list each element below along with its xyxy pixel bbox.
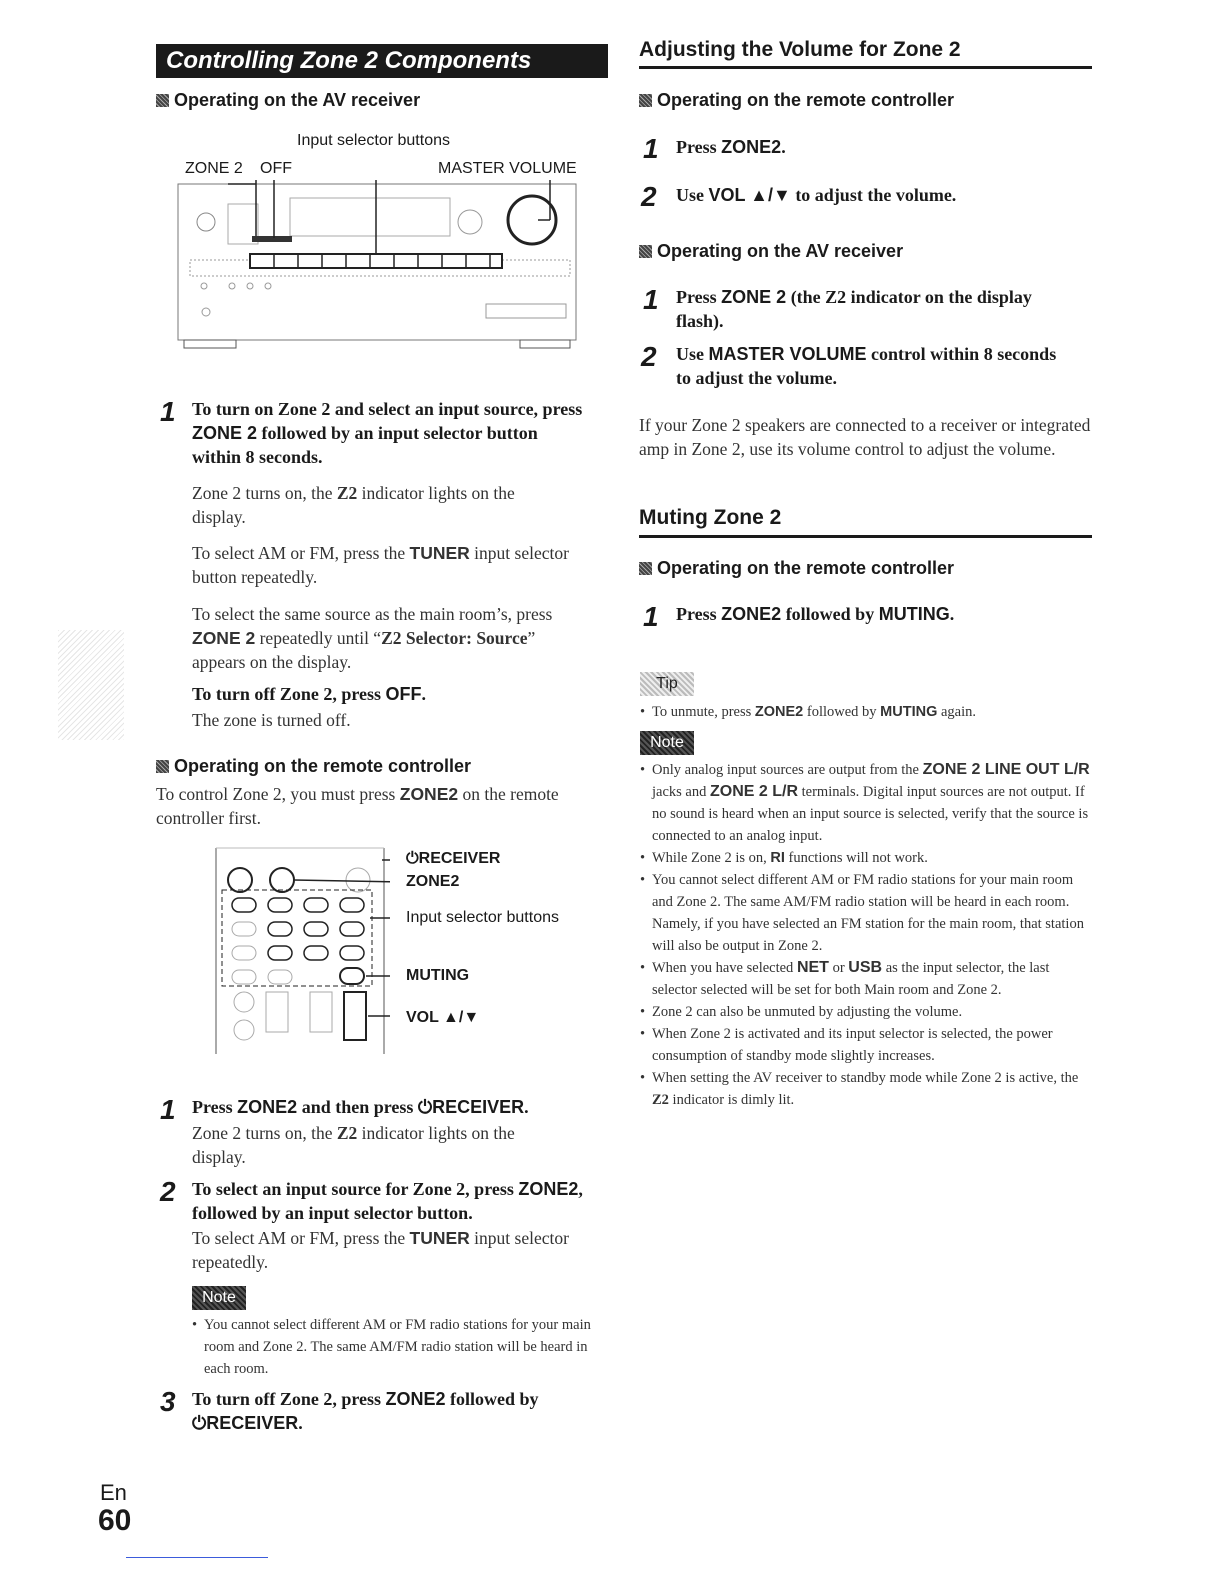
- ms1-b: followed by: [781, 604, 879, 624]
- as2-a: Use: [676, 344, 709, 364]
- step1-line-a: To turn on Zone 2 and select an input source, press: [192, 399, 583, 419]
- muting-key: MUTING: [880, 704, 938, 720]
- step-text: [192, 1095, 529, 1119]
- step-number: 3: [160, 1386, 176, 1417]
- step-number: 2: [641, 181, 657, 212]
- scan-artifact: [58, 630, 124, 740]
- rs2-desc-c: repeatedly.: [192, 1252, 269, 1272]
- n1-a: Only analog input sources are output from the: [652, 762, 923, 778]
- ms1-c: .: [949, 604, 955, 624]
- page-language: En: [100, 1480, 127, 1505]
- step-number: 2: [160, 1176, 176, 1207]
- rp-c: controller first.: [156, 808, 261, 828]
- step-number: 2: [641, 341, 657, 372]
- av-receiver-heading: [639, 241, 903, 262]
- p2-b: input selector: [469, 543, 569, 563]
- tuner-key: TUNER: [409, 543, 470, 563]
- as1-a: Press: [676, 287, 722, 307]
- note-item: • You cannot select different AM or FM radio stations for your main room and Zone 2. The same AM/FM radio station will be heard in each room.: [192, 1314, 602, 1380]
- step-text: [192, 397, 612, 469]
- rp-b: on the remote: [458, 784, 559, 804]
- rs1-desc-d: display.: [192, 1147, 246, 1167]
- z2-indicator: Z2: [336, 1123, 358, 1143]
- note-item: [640, 1067, 1094, 1111]
- rs2-b: ,: [578, 1179, 583, 1199]
- step-number: 1: [643, 601, 659, 632]
- figure-callout-off: OFF: [260, 160, 292, 177]
- note-item: [640, 957, 1094, 1001]
- footer-rule: [126, 1557, 268, 1558]
- step-text: [676, 135, 786, 159]
- step-text: [192, 1177, 622, 1225]
- tuner-key: TUNER: [409, 1228, 470, 1248]
- rs1-b: and then press: [297, 1097, 418, 1117]
- n1-c: terminals. Digital input sources are not output. If no sound is heard when an input source is selected, verify that the source is connected to an analog input.: [652, 784, 1089, 844]
- n1-b: jacks and: [652, 784, 710, 800]
- zone2-key: ZONE 2: [192, 628, 256, 648]
- n4-b: or: [828, 960, 849, 976]
- rp-a: To control Zone 2, you must press: [156, 784, 400, 804]
- ms1-a: Press: [676, 604, 722, 624]
- n2-a: While Zone 2 is on,: [652, 850, 771, 866]
- zone2-lr-key: ZONE 2 L/R: [709, 783, 798, 800]
- rs2-desc-b: input selector: [469, 1228, 569, 1248]
- rs3-b: followed by: [445, 1389, 539, 1409]
- remote-callout-muting: MUTING: [406, 967, 470, 984]
- p3-b: repeatedly until “: [255, 628, 382, 648]
- rs1-a: Press: [192, 1097, 238, 1117]
- zone2-line-out-key: ZONE 2 LINE OUT L/R: [922, 761, 1090, 778]
- as2-b: control within 8 seconds: [866, 344, 1057, 364]
- square-bullet-icon: [639, 94, 652, 107]
- p1-c: indicator lights on the: [357, 483, 515, 503]
- step-text: [192, 1387, 539, 1435]
- z2-selector-source: Z2 Selector: Source: [381, 628, 528, 648]
- note-badge: Note: [192, 1286, 246, 1310]
- square-bullet-icon: [156, 760, 169, 773]
- zone2-key: ZONE2: [518, 1179, 579, 1199]
- p2-c: button repeatedly.: [192, 567, 318, 587]
- vs2-a: Use: [676, 185, 709, 205]
- av-receiver-front-panel-illustration: [170, 180, 590, 360]
- step-number: 1: [160, 1094, 176, 1125]
- page-number: 60: [98, 1504, 132, 1537]
- usb-key: USB: [848, 959, 883, 976]
- turn-off-instruction: [192, 682, 426, 706]
- p2-a: To select AM or FM, press the: [192, 543, 410, 563]
- step1-line-b: followed by an input selector button: [257, 423, 538, 443]
- remote-callout-input-selector: Input selector buttons: [406, 909, 559, 926]
- tip-list: [640, 701, 1092, 723]
- note-item: [640, 759, 1094, 847]
- av-receiver-heading: [156, 90, 420, 111]
- zone2-key: ZONE2: [754, 704, 804, 720]
- note-item: • You cannot select different AM or FM radio stations for your main room and Zone 2. The same AM/FM radio station will be heard in each room. Namely, if you have selected an FM station for the main room, that station will also be output in Zone 2.: [640, 869, 1094, 957]
- rs1-c: .: [524, 1097, 529, 1117]
- p3-a: To select the same source as the main room’s, press: [192, 604, 553, 624]
- note-item: [640, 847, 1094, 869]
- zone2-key: ZONE2: [385, 1389, 446, 1409]
- step-text: [676, 285, 1096, 333]
- net-key: NET: [796, 959, 829, 976]
- paragraph: If your Zone 2 speakers are connected to a receiver or integrated amp in Zone 2, use its volume control to adjust the volume.: [639, 415, 1091, 459]
- tip-item: [640, 701, 1092, 723]
- receiver-key: ⏻RECEIVER: [192, 1413, 299, 1433]
- step-text: [676, 342, 1096, 390]
- n4-c: as the input selector, the last selector selected will be set for both Main room and Zone 2.: [652, 960, 1050, 998]
- step-text: [676, 183, 956, 207]
- as2-c: to adjust the volume.: [676, 368, 837, 388]
- paragraph: [192, 541, 612, 589]
- turnoff-a: To turn off Zone 2, press: [192, 684, 386, 704]
- zone2-key: ZONE2: [721, 137, 782, 157]
- vs1-a: Press: [676, 137, 722, 157]
- turnoff-b: .: [421, 684, 427, 704]
- remote-heading: [639, 90, 954, 111]
- z2-indicator: Z2: [336, 483, 358, 503]
- vol-key: VOL ▲/▼: [708, 185, 791, 205]
- remote-callout-vol: VOL ▲/▼: [406, 1009, 480, 1026]
- zone2-key: ZONE2: [237, 1097, 298, 1117]
- master-volume-key: MASTER VOLUME: [708, 344, 867, 364]
- as1-b: (the Z2 indicator on the display: [786, 287, 1032, 307]
- vs1-b: .: [781, 137, 786, 157]
- p1-d: display.: [192, 507, 246, 527]
- rs1-desc-a: Zone 2 turns on, the: [192, 1123, 337, 1143]
- remote-callout-receiver: ⏻RECEIVER: [406, 850, 501, 867]
- note-badge: Note: [640, 731, 694, 755]
- z2-indicator: Z2: [652, 1092, 669, 1108]
- zone2-key: ZONE2: [721, 604, 782, 624]
- square-bullet-icon: [639, 245, 652, 258]
- figure-callout-input-selector: Input selector buttons: [297, 132, 450, 149]
- note-list: [640, 759, 1094, 1111]
- step-text: [676, 602, 954, 626]
- step-number: 1: [643, 284, 659, 315]
- remote-heading-label: Operating on the remote controller: [174, 756, 472, 776]
- turn-off-description: The zone is turned off.: [192, 710, 351, 730]
- paragraph: [192, 1226, 612, 1274]
- av-receiver-heading-label: Operating on the AV receiver: [174, 90, 421, 110]
- remote-heading-label: Operating on the remote controller: [657, 558, 955, 578]
- heading-rule: [639, 66, 1092, 69]
- n7-c: indicator is dimly lit.: [668, 1092, 795, 1108]
- remote-heading: [639, 558, 954, 579]
- muting-key: MUTING: [878, 604, 950, 624]
- step1-line-c: within 8 seconds.: [192, 447, 323, 467]
- p1-a: Zone 2 turns on, the: [192, 483, 337, 503]
- zone2-key: ZONE2: [399, 784, 459, 804]
- muting-heading: Muting Zone 2: [639, 506, 782, 529]
- p3-e: appears on the display.: [192, 652, 352, 672]
- figure-callout-zone2: ZONE 2: [185, 160, 243, 177]
- as1-c: flash).: [676, 311, 724, 331]
- step-number: 1: [160, 396, 176, 427]
- tip-b: followed by: [803, 704, 881, 720]
- vs2-b: to adjust the volume.: [790, 185, 957, 205]
- receiver-key: ⏻RECEIVER: [417, 1097, 525, 1117]
- rs3-c: .: [298, 1413, 303, 1433]
- rs2-a: To select an input source for Zone 2, press: [192, 1179, 519, 1199]
- zone2-key-label: ZONE 2: [192, 423, 258, 443]
- note-item: • When Zone 2 is activated and its input selector is selected, the power consumption of standby mode slightly increases.: [640, 1023, 1094, 1067]
- section-banner: Controlling Zone 2 Components: [156, 44, 608, 78]
- off-key: OFF: [385, 684, 422, 704]
- step-number: 1: [643, 133, 659, 164]
- remote-controller-illustration: [210, 842, 390, 1056]
- remote-callout-zone2: ZONE2: [406, 873, 460, 890]
- tip-badge: Tip: [640, 672, 694, 696]
- paragraph: [156, 782, 616, 830]
- paragraph: [192, 1121, 612, 1169]
- n2-b: functions will not work.: [784, 850, 928, 866]
- rs1-desc-c: indicator lights on the: [357, 1123, 515, 1143]
- volume-heading: Adjusting the Volume for Zone 2: [639, 38, 961, 61]
- n4-a: When you have selected: [652, 960, 797, 976]
- remote-heading-label: Operating on the remote controller: [657, 90, 955, 110]
- heading-rule: [639, 535, 1092, 538]
- zone2-key: ZONE 2: [721, 287, 787, 307]
- tip-a: To unmute, press: [652, 704, 755, 720]
- square-bullet-icon: [639, 562, 652, 575]
- figure-callout-master-volume: MASTER VOLUME: [438, 160, 577, 177]
- rs2-c: followed by an input selector button.: [192, 1203, 473, 1223]
- ri-logo: RI: [770, 850, 785, 866]
- remote-heading: [156, 756, 471, 777]
- paragraph: [192, 481, 612, 529]
- square-bullet-icon: [156, 94, 169, 107]
- paragraph: [192, 602, 612, 674]
- rs3-a: To turn off Zone 2, press: [192, 1389, 386, 1409]
- n7-a: When setting the AV receiver to standby mode while Zone 2 is active, the: [652, 1070, 1079, 1086]
- av-receiver-heading-label: Operating on the AV receiver: [657, 241, 904, 261]
- tip-c: again.: [937, 704, 976, 720]
- note-list: [192, 1314, 602, 1380]
- rs2-desc-a: To select AM or FM, press the: [192, 1228, 410, 1248]
- p3-d: ”: [527, 628, 536, 648]
- note-item: • Zone 2 can also be unmuted by adjusting the volume.: [640, 1001, 1094, 1023]
